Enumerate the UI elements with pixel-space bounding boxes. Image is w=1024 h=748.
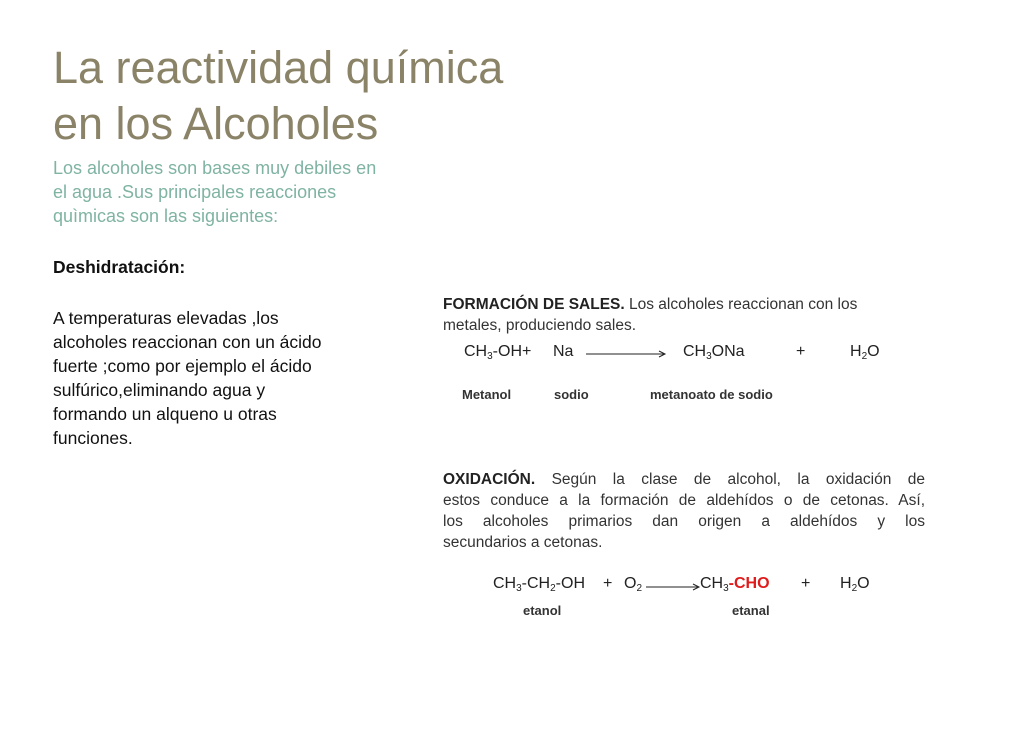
salts-lead: FORMACIÓN DE SALES.	[443, 296, 625, 313]
title-line-1: La reactividad química	[53, 42, 504, 93]
dehydration-line-5: formando un alqueno u otras	[53, 404, 277, 424]
dehydration-line-3: fuerte ;como por ejemplo el ácido	[53, 356, 312, 376]
oxidation-line-1-rest: Según la clase de alcohol, la oxidación de	[535, 471, 925, 488]
intro-line-1: Los alcoholes son bases muy debiles en	[53, 158, 377, 178]
oxidation-line-4: secundarios a cetonas.	[443, 534, 603, 551]
oxidation-line-3: los alcoholes primarios dan origen a aldehídos y los	[443, 513, 925, 530]
label-metanoato-de-sodio: metanoato de sodio	[650, 387, 773, 402]
salts-paragraph	[443, 294, 925, 336]
label-etanol: etanol	[523, 603, 562, 618]
oxidation-product-ethanal: $CH_3$-CHO	[700, 575, 770, 594]
salts-plus-sign: +	[796, 343, 806, 360]
page-title	[53, 40, 503, 152]
dehydration-heading: Deshidratación:	[53, 257, 186, 277]
oxidation-plus-sign-1: +	[603, 575, 613, 592]
salts-line-1-rest: Los alcoholes reaccionan con los	[624, 296, 858, 313]
label-sodio: sodio	[554, 387, 589, 402]
label-metanol: Metanol	[462, 387, 512, 402]
label-etanal: etanal	[732, 603, 770, 618]
oxidation-product-water: $H_2O$	[840, 575, 870, 594]
salts-product-water: $H_2O$	[850, 343, 880, 362]
salts-reactant-methanol: $CH_3-OH+$	[464, 343, 532, 362]
dehydration-line-6: funciones.	[53, 428, 133, 448]
oxidation-line-1	[443, 469, 925, 490]
salts-line-1	[443, 294, 925, 315]
dehydration-line-2: alcoholes reaccionan con un ácido	[53, 332, 322, 352]
dehydration-line-4: sulfúrico,eliminando agua y	[53, 380, 266, 400]
oxidation-plus-sign-2: +	[801, 575, 811, 592]
title-line-2: en los Alcoholes	[53, 98, 379, 149]
oxidation-paragraph	[443, 469, 925, 553]
salts-product-methanoate: $CH_3ONa$	[683, 343, 745, 362]
oxidation-line-2: estos conduce a la formación de aldehídos o de cetonas. Así,	[443, 492, 925, 509]
aldehyde-group-highlight: -CHO	[728, 575, 770, 592]
oxidation-lead: OXIDACIÓN.	[443, 471, 536, 488]
oxidation-reactant-oxygen: $O_2$	[624, 575, 643, 594]
salts-line-2: metales, produciendo sales.	[443, 317, 637, 334]
intro-text	[53, 156, 433, 228]
oxidation-reaction-arrow-icon	[646, 582, 702, 592]
intro-line-3: quìmicas son las siguientes:	[53, 206, 279, 226]
dehydration-text	[53, 306, 393, 450]
intro-line-2: el agua .Sus principales reacciones	[53, 182, 337, 202]
oxidation-reactant-ethanol: $CH_3-CH_2-OH$	[493, 575, 585, 594]
salts-reaction-arrow-icon	[586, 349, 668, 359]
salts-reactant-sodium: Na	[553, 343, 574, 360]
dehydration-line-1: A temperaturas elevadas ,los	[53, 308, 279, 328]
